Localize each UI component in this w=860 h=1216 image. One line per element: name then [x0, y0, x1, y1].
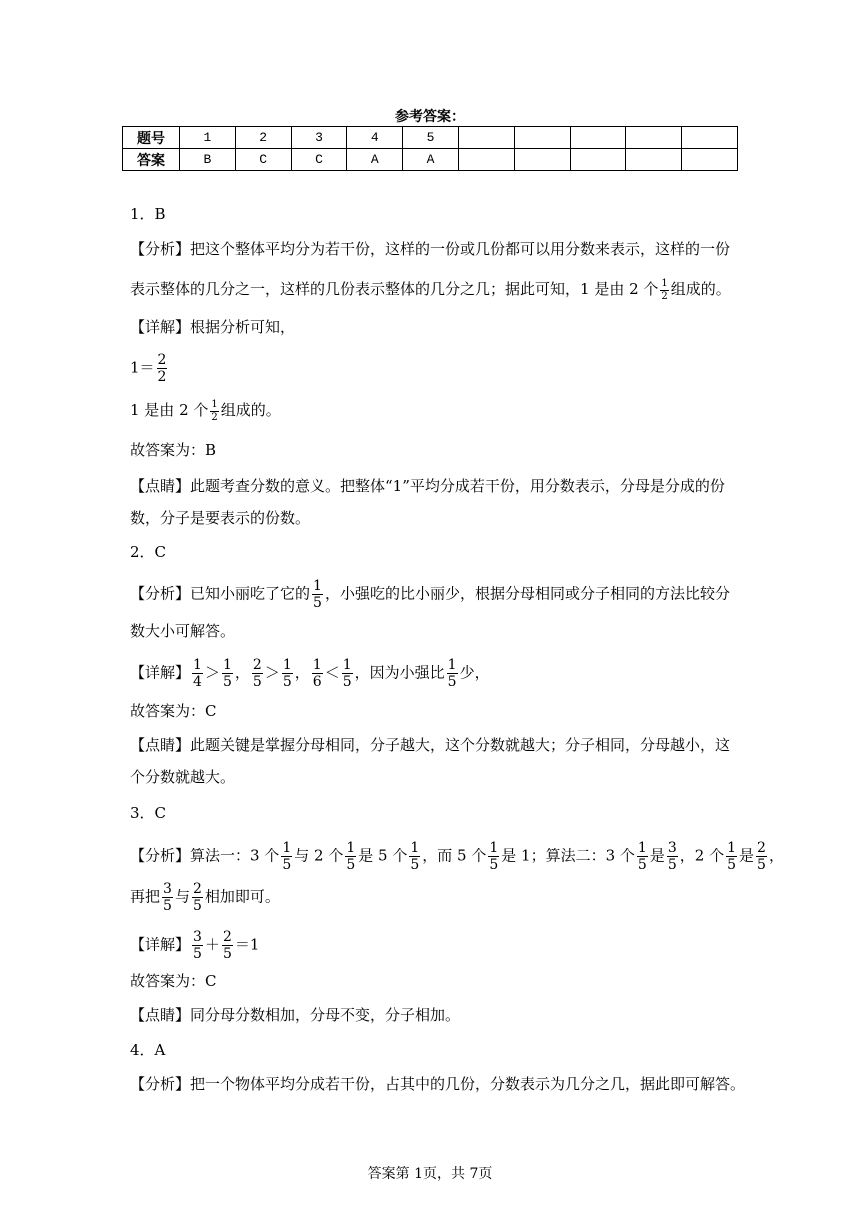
q3-comment: 【点睛】同分母分数相加，分母不变，分子相加。	[130, 1006, 461, 1024]
answer-cell	[514, 149, 570, 171]
q1-comment-line1: 【点睛】此题考查分数的意义。把整体“1”平均分成若干份，用分数表示，分母是分成的份	[130, 477, 725, 495]
q1-analysis-line1: 【分析】把这个整体平均分为若干份，这样的一份或几份都可以用分数来表示，这样的一份	[130, 240, 731, 258]
q2-answer: 故答案为：C	[130, 702, 217, 720]
greater-than-sign: ＞	[264, 663, 280, 682]
number-cell: 5	[403, 127, 459, 149]
answer-cell: A	[347, 149, 403, 171]
answer-cell: C	[291, 149, 347, 171]
number-cell: 2	[235, 127, 291, 149]
number-cell	[570, 127, 626, 149]
answer-key-title: 参考答案：	[395, 109, 465, 125]
page-footer: 答案第 1页，共 7页	[367, 1166, 493, 1182]
fraction-one-fifth: $\frac{1}{5}$	[489, 840, 499, 873]
number-cell	[458, 127, 514, 149]
fraction-one-half: $\frac{1}{2}$	[661, 277, 668, 302]
number-cell	[514, 127, 570, 149]
number-cell	[682, 127, 738, 149]
q3-text: ，	[768, 846, 784, 865]
answer-cell: A	[403, 149, 459, 171]
q1-answer: 故答案为：B	[130, 441, 217, 459]
q3-analysis-text: 【分析】算法一：3 个	[130, 846, 280, 865]
answer-table	[122, 126, 738, 171]
q2-analysis-line1	[130, 579, 730, 610]
comma: ，	[294, 663, 310, 682]
fraction-three-fifths: $\frac{3}{5}$	[163, 881, 172, 914]
number-cell	[626, 127, 682, 149]
q3-analysis-line1	[130, 841, 784, 872]
answer-cell	[458, 149, 514, 171]
fraction-one-fifth: $\frac{1}{5}$	[222, 657, 232, 690]
q1-equation-lhs: 1＝	[130, 358, 155, 377]
q3-text: 与	[174, 887, 190, 906]
q2-analysis-line2: 数大小可解答。	[130, 622, 236, 640]
fraction-one-fifth: $\frac{1}{5}$	[313, 578, 322, 611]
q1-heading: 1．B	[130, 205, 166, 223]
q1-equation	[130, 353, 169, 384]
q3-text: ，而 5 个	[422, 846, 487, 865]
less-than-sign: ＜	[324, 663, 340, 682]
q3-detail-label: 【详解】	[130, 935, 191, 954]
number-cell: 3	[291, 127, 347, 149]
answer-cell	[626, 149, 682, 171]
q3-analysis-line2	[130, 882, 280, 913]
answer-table-answer-row	[123, 149, 738, 171]
q2-analysis-text-end: ，小强吃的比小丽少，根据分母相同或分子相同的方法比较分	[324, 584, 730, 603]
q2-detail-text-end: 少，	[459, 663, 490, 682]
q2-detail-text: ，因为小强比	[354, 663, 445, 682]
fraction-one-fifth: $\frac{1}{5}$	[410, 840, 420, 873]
fraction-two-fifths: $\frac{2}{5}$	[757, 840, 766, 873]
q3-text: ，2 个	[679, 846, 725, 865]
fraction-two-fifths: $\frac{2}{5}$	[192, 881, 202, 914]
q4-heading: 4．A	[130, 1041, 166, 1059]
q1-analysis-text: 表示整体的几分之一，这样的几份表示整体的几分之几；据此可知，1 是由 2 个	[130, 280, 659, 298]
q3-heading: 3．C	[130, 804, 167, 822]
q2-detail	[130, 658, 490, 689]
fraction-three-fifths: $\frac{3}{5}$	[193, 929, 202, 962]
q3-text: 与 2 个	[294, 846, 344, 865]
answer-cell	[682, 149, 738, 171]
comma: ，	[234, 663, 250, 682]
fraction-one-fourth: $\frac{1}{4}$	[193, 657, 202, 690]
q3-text: 是	[739, 846, 755, 865]
q1-comment-line2: 数，分子是要表示的份数。	[130, 509, 311, 527]
plus-sign: ＋	[204, 935, 220, 954]
answer-cell: B	[180, 149, 236, 171]
answer-cell: C	[235, 149, 291, 171]
number-cell: 4	[347, 127, 403, 149]
answer-cell	[570, 149, 626, 171]
number-row-header: 题号	[123, 127, 180, 149]
q3-text: 再把	[130, 887, 161, 906]
q2-heading: 2．C	[130, 543, 167, 561]
q3-text: 是 1；算法二：3 个	[501, 846, 635, 865]
fraction-one-fifth: $\frac{1}{5}$	[637, 840, 647, 873]
q2-detail-label: 【详解】	[130, 663, 191, 682]
q1-conclusion-text: 1 是由 2 个	[130, 401, 209, 419]
equals-one: ＝1	[234, 935, 260, 954]
q2-analysis-text: 【分析】已知小丽吃了它的	[130, 584, 311, 603]
fraction-one-fifth: $\frac{1}{5}$	[346, 840, 356, 873]
q1-detail: 【详解】根据分析可知，	[130, 318, 296, 336]
answer-row-header: 答案	[123, 149, 180, 171]
q1-conclusion-end: 组成的。	[220, 401, 281, 419]
q3-answer: 故答案为：C	[130, 972, 217, 990]
q3-text: 是	[649, 846, 665, 865]
q3-text: 相加即可。	[204, 887, 280, 906]
number-cell: 1	[180, 127, 236, 149]
fraction-one-fifth: $\frac{1}{5}$	[727, 840, 736, 873]
q1-analysis-line2	[130, 278, 731, 302]
q2-comment-line2: 个分数就越大。	[130, 768, 236, 786]
q1-analysis-text-end: 组成的。	[670, 280, 731, 298]
fraction-one-fifth: $\frac{1}{5}$	[447, 657, 457, 690]
fraction-two-halves: $\frac{2}{2}$	[157, 352, 167, 385]
q2-comment-line1: 【点睛】此题关键是掌握分母相同，分子越大，这个分数就越大；分子相同，分母越小，这	[130, 736, 731, 754]
q4-analysis: 【分析】把一个物体平均分成若干份，占其中的几份，分数表示为几分之几，据此即可解答。	[130, 1075, 746, 1093]
fraction-three-fifths: $\frac{3}{5}$	[667, 840, 677, 873]
fraction-two-fifths: $\frac{2}{5}$	[222, 929, 232, 962]
fraction-one-sixth: $\frac{1}{6}$	[312, 657, 322, 690]
q3-detail	[130, 930, 259, 961]
fraction-two-fifths: $\frac{2}{5}$	[252, 657, 262, 690]
fraction-one-fifth: $\frac{1}{5}$	[342, 657, 352, 690]
q1-conclusion	[130, 399, 281, 423]
answer-table-number-row	[123, 127, 738, 149]
fraction-one-fifth: $\frac{1}{5}$	[282, 840, 292, 873]
fraction-one-half: $\frac{1}{2}$	[211, 398, 218, 423]
greater-than-sign: ＞	[204, 663, 220, 682]
fraction-one-fifth: $\frac{1}{5}$	[282, 657, 292, 690]
q3-text: 是 5 个	[358, 846, 408, 865]
